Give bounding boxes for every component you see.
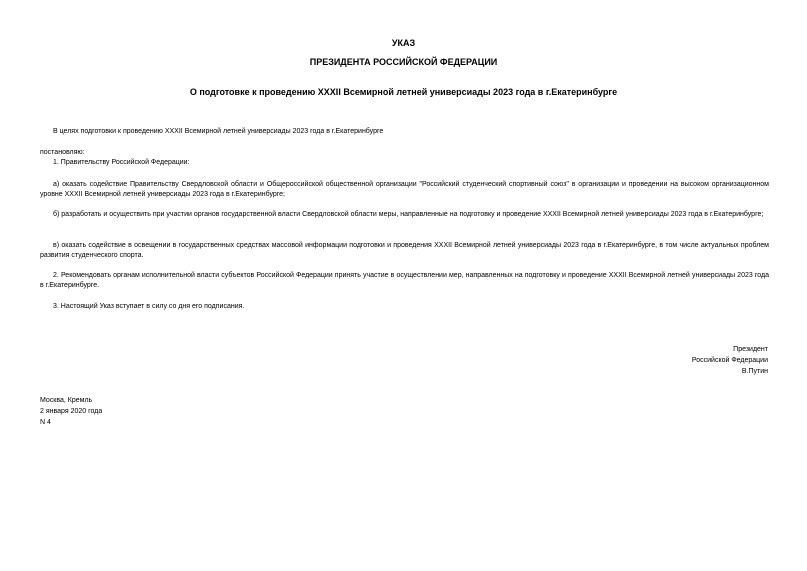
signatory-country: Российской Федерации	[691, 357, 768, 364]
signature-block	[692, 344, 768, 377]
document-type-heading: УКАЗ	[391, 38, 416, 48]
clause-1b-paragraph: б) разработать и осуществить при участии органов государственной власти Свердловской области меры, направленные на подготовку и проведение XXXII Всемирной летней универсиады 2023 года в г.Екатеринбурге;	[53, 211, 764, 218]
clause-1a-paragraph: а) оказать содействие Правительству Свердловской области и Общероссийской общественной организации "Российский студенческий спортивный союз" в организации и проведении на высоком организационном уровне XXXII Всемирной летней универсиады 2023 года в г.Екатеринбурге;	[40, 181, 769, 198]
issuer-heading: ПРЕЗИДЕНТА РОССИЙСКОЙ ФЕДЕРАЦИИ	[309, 57, 498, 67]
signatory-name: В.Путин	[741, 368, 768, 375]
clause-3-paragraph: 3. Настоящий Указ вступает в силу со дня его подписания.	[53, 303, 245, 310]
document-number: N 4	[40, 419, 51, 426]
clause-1c-paragraph: в) оказать содействие в освещении в государственных средствах массовой информации подготовки и проведения XXXII Всемирной летней универсиады 2023 года в г.Екатеринбурге, в том числе актуальных проблем развития студенческого спорта.	[40, 242, 769, 259]
document-subject-heading: О подготовке к проведению XXXII Всемирной летней универсиады 2023 года в г.Екатеринбурге	[189, 87, 618, 97]
clause-2-paragraph: 2. Рекомендовать органам исполнительной власти субъектов Российской Федерации принять участие в осуществлении мер, направленных на подготовку и проведение XXXII Всемирной летней универсиады 2023 года в г.Екатеринбурге.	[40, 272, 769, 289]
decree-word: постановляю:	[40, 149, 85, 156]
issue-place: Москва, Кремль	[40, 397, 93, 404]
issue-details-block	[40, 395, 102, 428]
clause-1-heading: 1. Правительству Российской Федерации:	[53, 159, 190, 166]
issue-date: 2 января 2020 года	[40, 408, 103, 415]
preamble-paragraph: В целях подготовки к проведению XXXII Всемирной летней универсиады 2023 года в г.Екатеринбурге	[53, 128, 384, 135]
signatory-position: Президент	[733, 346, 768, 353]
